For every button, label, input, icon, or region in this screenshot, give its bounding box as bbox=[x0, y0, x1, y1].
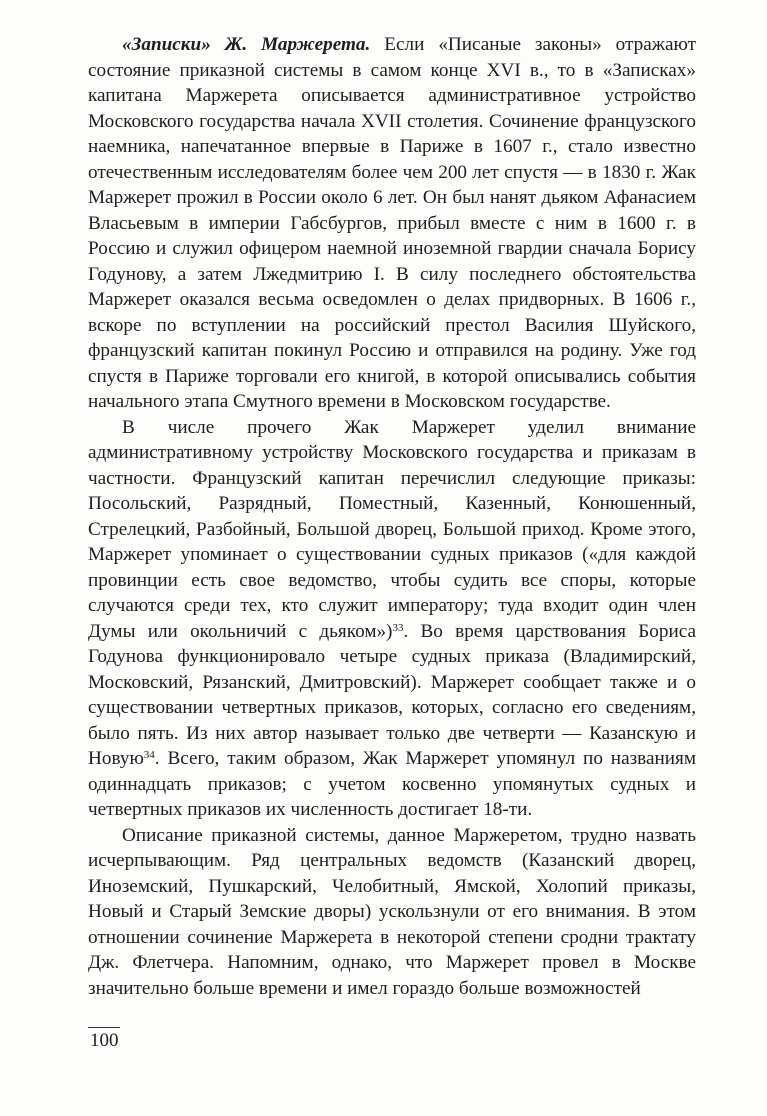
page-number: 100 bbox=[90, 1030, 119, 1051]
footnote-ref-33: 33 bbox=[392, 621, 404, 634]
paragraph-2-text-c: . Всего, таким образом, Жак Маржерет упомянул по названиям одиннадцать приказов; с учетом косвенно упомянутых судных и четвертных приказов их численность достигает 18-ти. bbox=[88, 748, 696, 820]
footnote-separator bbox=[88, 1027, 120, 1028]
paragraph-3-text: Описание приказной системы, данное Маржеретом, трудно назвать исчерпывающим. Ряд центральных ведомств (Казанский дворец, Иноземский, Пушкарский, Челобитный, Ямской, Холопий приказы, Новый и Старый Земские дворы) ускользнули от его внимания. В этом отношении сочинение Маржерета в некоторой степени сродни трактату Дж. Флетчера. Напомним, однако, что Маржерет провел в Москве значительно больше времени и имел гораздо больше возможностей bbox=[88, 824, 696, 999]
paragraph-1-text: Если «Писаные законы» отражают состояние приказной системы в самом конце XVI в., то в «Записках» капитана Маржерета описывается административное устройство Московского государства начала XVII столетия. Сочинение французского наемника, напечатанное впервые в Париже в 1607 г., стало известно отечественным исследователям более чем 200 лет спустя — в 1830 г. Жак Маржерет прожил в России около 6 лет. Он был нанят дьяком Афанасием Власьевым в империи Габсбургов, прибыл вместе с ним в 1600 г. в Россию и служил офицером наемной иноземной гвардии сначала Борису Годунову, а затем Лжедмитрию I. В силу последнего обстоятельства Маржерет оказался весьма осведомлен о делах придворных. В 1606 г., вскоре по вступлении на российский престол Василия Шуйского, французский капитан покинул Россию и отправился на родину. Уже год спустя в Париже торговали его книгой, в которой описывались события начального этапа Смутного времени в Московском государстве. bbox=[88, 34, 696, 412]
paragraph-2-text-b: . Во время царствования Бориса Годунова функционировало четыре судных приказа (Владимирский, Московский, Рязанский, Дмитровский). Маржерет сообщает также и о существовании четвертных приказов, которых, согласно его сведениям, было пять. Из них автор называет только две четверти — Казанскую и Новую bbox=[88, 620, 696, 769]
footnote-ref-34: 34 bbox=[143, 748, 155, 761]
paragraph-3 bbox=[88, 823, 696, 1002]
section-heading: «Записки» Ж. Маржерета. bbox=[122, 34, 371, 55]
paragraph-1 bbox=[88, 32, 696, 415]
body-text bbox=[88, 32, 696, 1001]
paragraph-2 bbox=[88, 415, 696, 823]
paragraph-2-text-a: В числе прочего Жак Маржерет уделил внимание административному устройству Московского государства и приказам в частности. Французский капитан перечислил следующие приказы: Посольский, Разрядный, Поместный, Казенный, Конюшенный, Стрелецкий, Разбойный, Большой дворец, Большой приход. Кроме этого, Маржерет упоминает о существовании судных приказов («для каждой провинции есть свое ведомство, чтобы судить все споры, которые случаются среди тех, кто служит императору; туда входит один член Думы или окольничий с дьяком») bbox=[88, 416, 696, 642]
